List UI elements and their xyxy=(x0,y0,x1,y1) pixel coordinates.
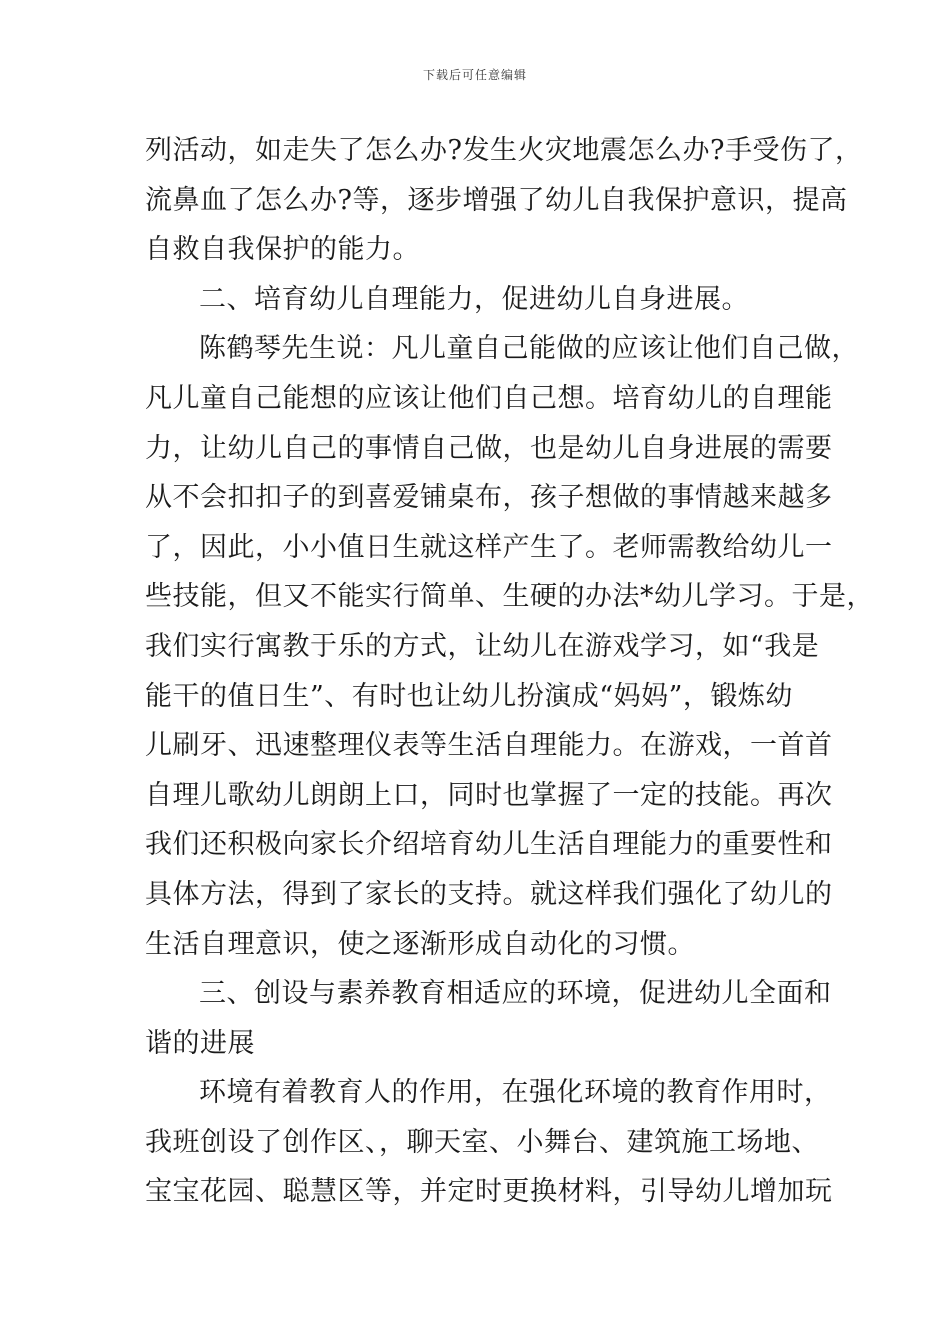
page-header: 下载后可任意编辑 xyxy=(422,68,527,82)
body-line: 宝宝花园、聪慧区等，并定时更换材料，引导幼儿增加玩 xyxy=(145,1176,833,1208)
body-line: 流鼻血了怎么办?等，逐步增强了幼儿自我保护意识，提高 xyxy=(145,184,848,216)
body-line: 我班创设了创作区、，聊天室、小舞台、建筑施工场地、 xyxy=(145,1126,819,1158)
section-heading-3-continued: 谐的进展 xyxy=(145,1027,255,1059)
body-line: 些技能，但又不能实行简单、生硬的办法*幼儿学习。于是， xyxy=(145,581,874,613)
body-line: 儿刷牙、迅速整理仪表等生活自理能力。在游戏，一首首 xyxy=(145,730,833,762)
body-line: 了，因此，小小值日生就这样产生了。老师需教给幼儿一 xyxy=(145,531,833,563)
document-body xyxy=(145,126,874,1217)
body-line: 从不会扣扣子的到喜爱铺桌布，孩子想做的事情越来越多 xyxy=(145,482,833,514)
body-line: 我们还积极向家长介绍培育幼儿生活自理能力的重要性和 xyxy=(145,829,833,861)
body-line: 我们实行寓教于乐的方式，让幼儿在游戏学习，如“我是 xyxy=(145,630,820,662)
section-heading-2: 二、培育幼儿自理能力，促进幼儿自身进展。 xyxy=(199,283,749,315)
body-line: 自理儿歌幼儿朗朗上口，同时也掌握了一定的技能。再次 xyxy=(145,779,833,811)
body-line: 列活动，如走失了怎么办?发生火灾地震怎么办?手受伤了， xyxy=(145,135,863,166)
body-line: 力，让幼儿自己的事情自己做，也是幼儿自身进展的需要 xyxy=(145,432,833,464)
body-line: 自救自我保护的能力。 xyxy=(145,234,420,266)
body-line: 能干的值日生”、有时也让幼儿扮演成“妈妈”，锻炼幼 xyxy=(145,680,793,712)
body-line: 陈鹤琴先生说：凡儿童自己能做的应该让他们自己做， xyxy=(199,333,859,365)
body-line: 凡儿童自己能想的应该让他们自己想。培育幼儿的自理能 xyxy=(145,382,833,414)
body-line: 具体方法，得到了家长的支持。就这样我们强化了幼儿的 xyxy=(145,878,833,910)
body-line: 生活自理意识，使之逐渐形成自动化的习惯。 xyxy=(145,928,695,960)
body-line: 环境有着教育人的作用，在强化环境的教育作用时， xyxy=(199,1077,832,1109)
section-heading-3: 三、创设与素养教育相适应的环境，促进幼儿全面和 xyxy=(199,978,832,1010)
